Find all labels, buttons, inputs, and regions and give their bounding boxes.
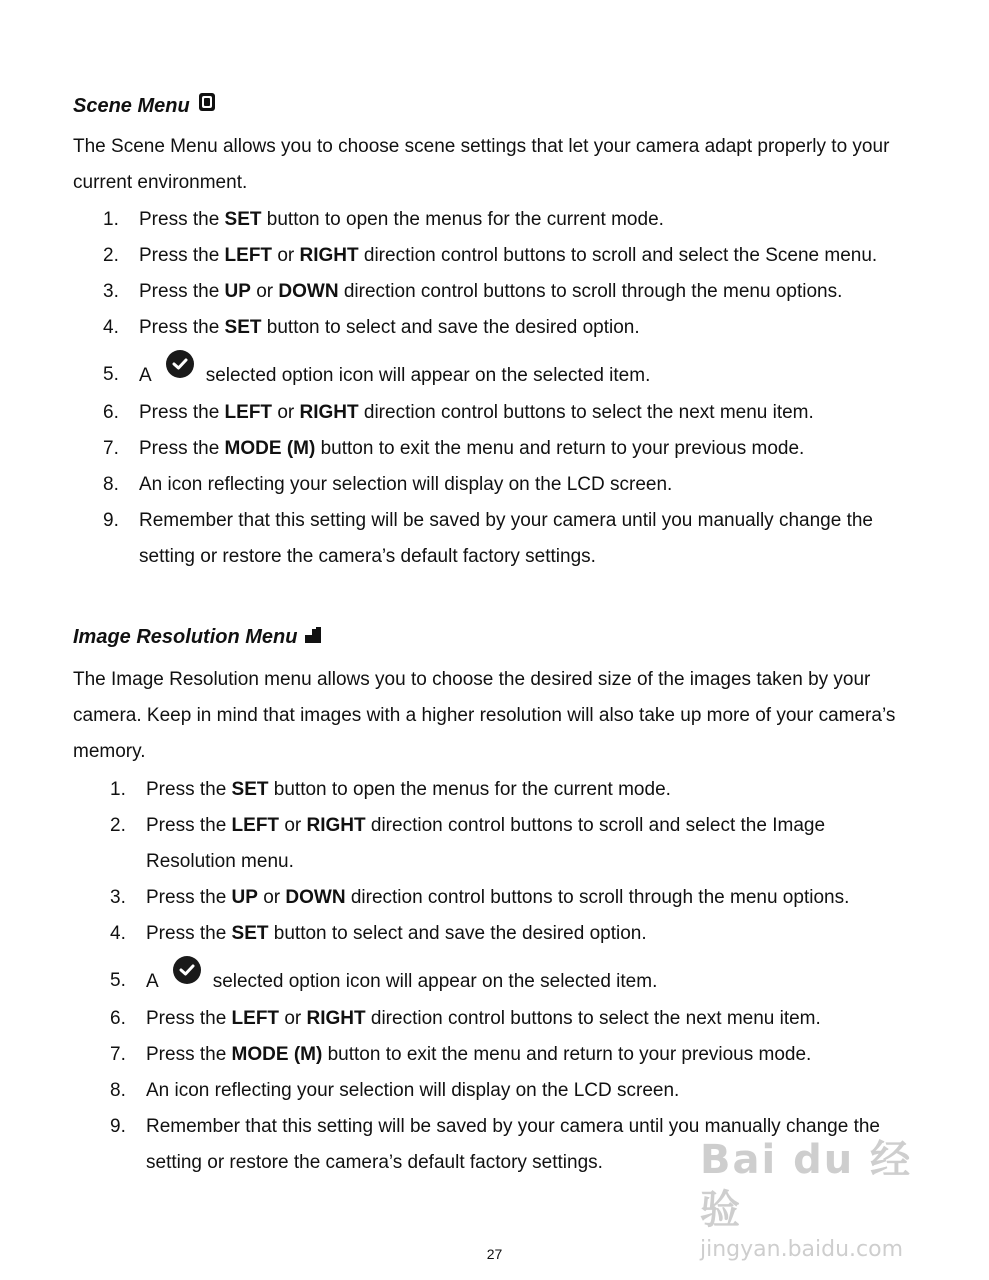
list-item: 8. An icon reflecting your selection will display on the LCD screen. bbox=[110, 1080, 680, 1101]
resolution-menu-title: Image Resolution Menu bbox=[73, 626, 298, 648]
list-item: 4. Press the SET button to select and save the desired option. bbox=[110, 923, 647, 944]
list-item: 2. Press the LEFT or RIGHT direction control buttons to scroll and select the Scene menu. bbox=[103, 245, 878, 266]
list-item: 5. A selected option icon will appear on the selected item. bbox=[110, 956, 880, 1007]
list-item: 2. Press the LEFT or RIGHT direction control buttons to scroll and select the Image Resolution menu. bbox=[110, 815, 826, 872]
list-item: 7. Press the MODE (M) button to exit the menu and return to your previous mode. bbox=[103, 438, 805, 459]
watermark-logo: Bai du 经验 bbox=[700, 1137, 913, 1233]
page-number: 27 bbox=[486, 1246, 503, 1262]
list-item: 6. Press the LEFT or RIGHT direction control buttons to select the next menu item. bbox=[110, 1008, 821, 1029]
checkmark-icon bbox=[166, 350, 194, 378]
scene-menu-heading bbox=[73, 92, 216, 118]
list-item: 1. Press the SET button to open the menus for the current mode. bbox=[110, 779, 671, 800]
list-item: 9. Remember that this setting will be saved by your camera until you manually change the setting or restore the camera’s default factory settings. bbox=[110, 1116, 880, 1173]
scene-steps bbox=[103, 202, 877, 575]
list-item: 1. Press the SET button to open the menus for the current mode. bbox=[103, 209, 664, 230]
watermark-url: jingyan.baidu.com bbox=[700, 1237, 904, 1262]
list-item: 3. Press the UP or DOWN direction control buttons to scroll through the menu options. bbox=[103, 281, 843, 302]
resolution-steps bbox=[110, 772, 880, 1181]
list-item: 9. Remember that this setting will be saved by your camera until you manually change the setting or restore the camera’s default factory settings. bbox=[103, 510, 873, 567]
list-item: 5. A selected option icon will appear on the selected item. bbox=[103, 350, 877, 401]
list-item: 3. Press the UP or DOWN direction control buttons to scroll through the menu options. bbox=[110, 887, 850, 908]
list-item: 6. Press the LEFT or RIGHT direction control buttons to select the next menu item. bbox=[103, 402, 814, 423]
scene-menu-title: Scene Menu bbox=[73, 95, 190, 117]
checkmark-icon bbox=[173, 956, 201, 984]
list-item: 7. Press the MODE (M) button to exit the menu and return to your previous mode. bbox=[110, 1044, 812, 1065]
baidu-watermark bbox=[700, 1135, 940, 1262]
resolution-intro: The Image Resolution menu allows you to choose the desired size of the images taken by your camera. Keep in mind that images with a higher resolution will also take up more of your camera’s memory. bbox=[73, 669, 896, 762]
scene-intro: The Scene Menu allows you to choose scene settings that let your camera adapt properly to your current environment. bbox=[73, 136, 890, 193]
resolution-menu-heading bbox=[73, 626, 321, 649]
resolution-icon bbox=[305, 626, 321, 649]
scene-icon bbox=[198, 92, 216, 118]
list-item: 8. An icon reflecting your selection will display on the LCD screen. bbox=[103, 474, 673, 495]
list-item: 4. Press the SET button to select and save the desired option. bbox=[103, 317, 640, 338]
